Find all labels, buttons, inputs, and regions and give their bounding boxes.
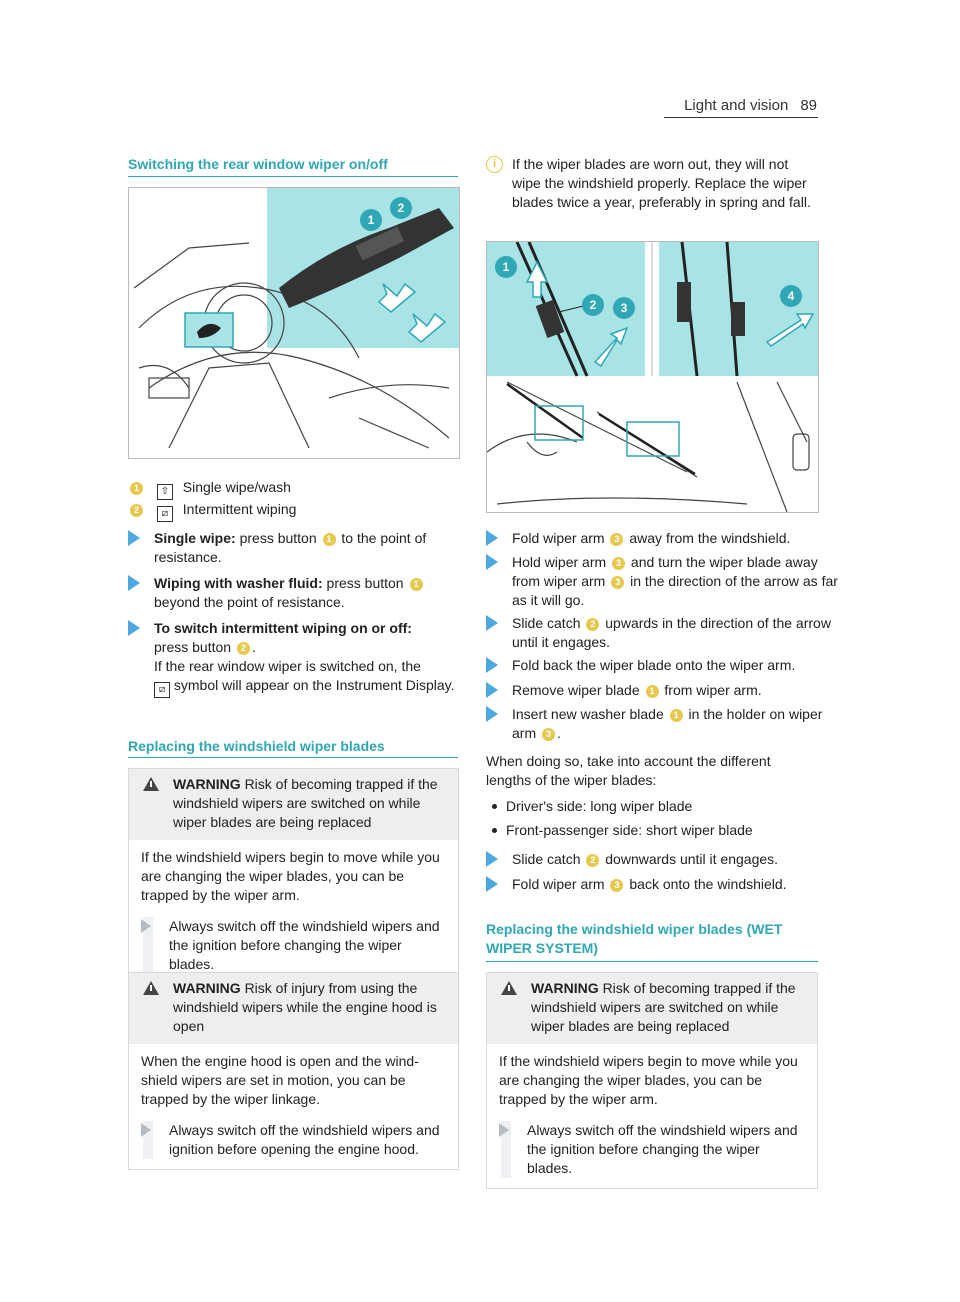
fig-callout-2: 2: [589, 298, 597, 312]
warning-box-wet: [486, 972, 818, 1189]
warning-header: [487, 973, 817, 1044]
step-arrow-icon: [128, 575, 140, 591]
header-section: Light and vision: [684, 97, 789, 114]
step-text: press button: [326, 575, 404, 591]
step-text: back onto the windshield.: [629, 876, 787, 892]
section-title-wet-wiper: Replacing the windshield wiper blades (WET WIPER SYSTEM): [486, 921, 783, 956]
step-heading: To switch intermittent wiping on or off:: [154, 620, 412, 636]
warning-action-text: Always switch off the windshield wipers and the ignition before changing the wiper blades.: [169, 918, 440, 972]
warning-header: [129, 973, 458, 1044]
step-text: beyond the point of resistance.: [154, 594, 345, 610]
warning-label: WARNING: [173, 776, 241, 792]
action-arrow-icon: [141, 919, 151, 933]
step-arrow-icon: [486, 706, 498, 722]
step-text: Remove wiper blade: [512, 682, 640, 698]
step-text: in the direction of the arrow as far as it will go.: [512, 573, 838, 608]
warning-title: Risk of injury from using the windshield wipers while the engine hood is open: [173, 980, 437, 1034]
step-remove: [486, 681, 844, 700]
section-rule: [128, 176, 458, 177]
step-arrow-icon: [486, 554, 498, 570]
bullet-text: Front-passenger side: short wiper blade: [506, 822, 753, 838]
step-heading: Wiping with washer fluid:: [154, 575, 323, 591]
step-fold-back: [486, 656, 844, 675]
step-number: 2: [237, 642, 250, 655]
step-text: Fold wiper arm: [512, 530, 605, 546]
step-fold-onto: [486, 875, 844, 894]
rear-wiper-illustration: [128, 187, 460, 459]
step-arrow-icon: [486, 657, 498, 673]
step-slide-down: [486, 850, 844, 869]
step-heading: Single wipe:: [154, 530, 236, 546]
warning-header: [129, 769, 458, 840]
step-text: .: [251, 639, 256, 655]
bullet-driver: [486, 797, 818, 816]
step-arrow-icon: [486, 615, 498, 631]
warning-title: Risk of becoming trapped if the windshield wipers are switched on while wiper blades are being replaced: [531, 980, 796, 1034]
fig-callout-1: 1: [502, 260, 510, 274]
note-text: If the wiper blades are worn out, they will not wipe the windshield properly. Replace the wiper blades twice a year, preferably in spring and fall.: [512, 156, 811, 210]
warning-action: [141, 917, 446, 974]
step-text: Hold wiper arm: [512, 554, 607, 570]
step-text: and turn the wiper blade away from wiper arm: [512, 554, 818, 589]
legend-label: Single wipe/wash: [182, 479, 291, 495]
info-icon: i: [486, 156, 503, 173]
step-number: 3: [610, 533, 623, 546]
step-text: Slide catch: [512, 851, 581, 867]
step-arrow-icon: [486, 682, 498, 698]
step-number: 1: [410, 578, 423, 591]
warning-box-hood: [128, 972, 459, 1170]
warning-icon: [143, 777, 159, 791]
page-header: [665, 96, 817, 115]
section-rule: [486, 961, 818, 962]
warning-text: When the engine hood is open and the wind- shield wipers are set in motion, you can be trapped by the wiper linkage.: [141, 1053, 419, 1107]
warning-title: Risk of becoming trapped if the windshield wipers are switched on while wiper blades are being replaced: [173, 776, 438, 830]
rear-wiper-icon: ⧄: [154, 682, 170, 698]
rear-wiper-icon: ⧄: [157, 506, 173, 522]
rear-wash-icon: ⇧: [157, 484, 173, 500]
step-text: Fold back the wiper blade onto the wiper arm.: [512, 657, 796, 673]
step-text: downwards until it engages.: [605, 851, 779, 867]
step-text: .: [557, 725, 561, 741]
step-text: away from the windshield.: [629, 530, 791, 546]
warning-action-text: Always switch off the windshield wipers and the ignition before changing the wiper blades.: [527, 1122, 798, 1176]
legend-item-2: [128, 500, 458, 522]
step-number: 3: [610, 879, 623, 892]
fig-callout-3: 3: [620, 301, 628, 315]
action-arrow-icon: [141, 1123, 151, 1137]
step-intermittent: [128, 619, 464, 698]
fig-callout-1: 1: [367, 213, 375, 227]
step-number: 3: [612, 557, 625, 570]
step-insert: [486, 705, 844, 743]
section-title-replace: Replacing the windshield wiper blades: [128, 738, 385, 754]
step-text: press button: [239, 530, 317, 546]
warning-label: WARNING: [531, 980, 599, 996]
step-text: in the holder on wiper arm: [512, 706, 823, 741]
step-number: 2: [586, 618, 599, 631]
step-number: 1: [670, 709, 683, 722]
warning-text: If the windshield wipers begin to move while you are changing the wiper blades, you can be trapped by the wiper arm.: [141, 849, 440, 903]
warning-label: WARNING: [173, 980, 241, 996]
legend-item-1: [128, 478, 458, 500]
step-text: from wiper arm.: [664, 682, 762, 698]
step-text: Slide catch: [512, 615, 581, 631]
step-text: press button: [154, 639, 232, 655]
step-text: Insert new washer blade: [512, 706, 664, 722]
legend-number: 2: [130, 504, 143, 517]
step-arrow-icon: [486, 851, 498, 867]
warning-action: [141, 1121, 446, 1159]
step-number: 1: [323, 533, 336, 546]
step-fold-away: [486, 529, 844, 548]
legend-label: Intermittent wiping: [182, 501, 297, 517]
step-text: Fold wiper arm: [512, 876, 605, 892]
step-text: symbol will appear on the Instrument Display.: [173, 677, 455, 693]
bullet-text: Driver's side: long wiper blade: [506, 798, 693, 814]
warning-text: If the windshield wipers begin to move while you are changing the wiper blades, you can be trapped by the wiper arm.: [499, 1053, 798, 1107]
warning-icon: [143, 981, 159, 995]
step-text: upwards in the direction of the arrow until it engages.: [512, 615, 831, 650]
step-washer: [128, 574, 464, 612]
fig-callout-2: 2: [397, 201, 405, 215]
step-single-wipe: [128, 529, 464, 567]
section-title-rear-wiper: Switching the rear window wiper on/off: [128, 156, 388, 172]
bullet-passenger: [486, 821, 818, 840]
wiper-blade-illustration: [486, 241, 819, 513]
step-number: 3: [611, 576, 624, 589]
step-arrow-icon: [486, 876, 498, 892]
step-arrow-icon: [128, 620, 140, 636]
step-arrow-icon: [128, 530, 140, 546]
action-arrow-icon: [499, 1123, 509, 1137]
step-hold-turn: [486, 553, 844, 610]
fig-callout-4: 4: [787, 289, 795, 303]
section-rule: [128, 757, 458, 758]
warning-action-text: Always switch off the windshield wipers and ignition before opening the engine hood.: [169, 1122, 440, 1157]
step-text: to the point of resistance.: [154, 530, 427, 565]
step-number: 3: [542, 728, 555, 741]
warning-action: [499, 1121, 805, 1178]
lengths-note: When doing so, take into account the different lengths of the wiper blades:: [486, 753, 771, 788]
info-note: [486, 155, 818, 212]
warning-box-trapped: [128, 768, 459, 985]
legend-number: 1: [130, 482, 143, 495]
step-number: 2: [586, 854, 599, 867]
page-number: 89: [800, 97, 817, 114]
step-arrow-icon: [486, 530, 498, 546]
warning-icon: [501, 981, 517, 995]
step-text: If the rear window wiper is switched on, the: [154, 658, 421, 674]
step-slide-up: [486, 614, 844, 652]
header-rule: [664, 117, 818, 118]
step-number: 1: [646, 685, 659, 698]
